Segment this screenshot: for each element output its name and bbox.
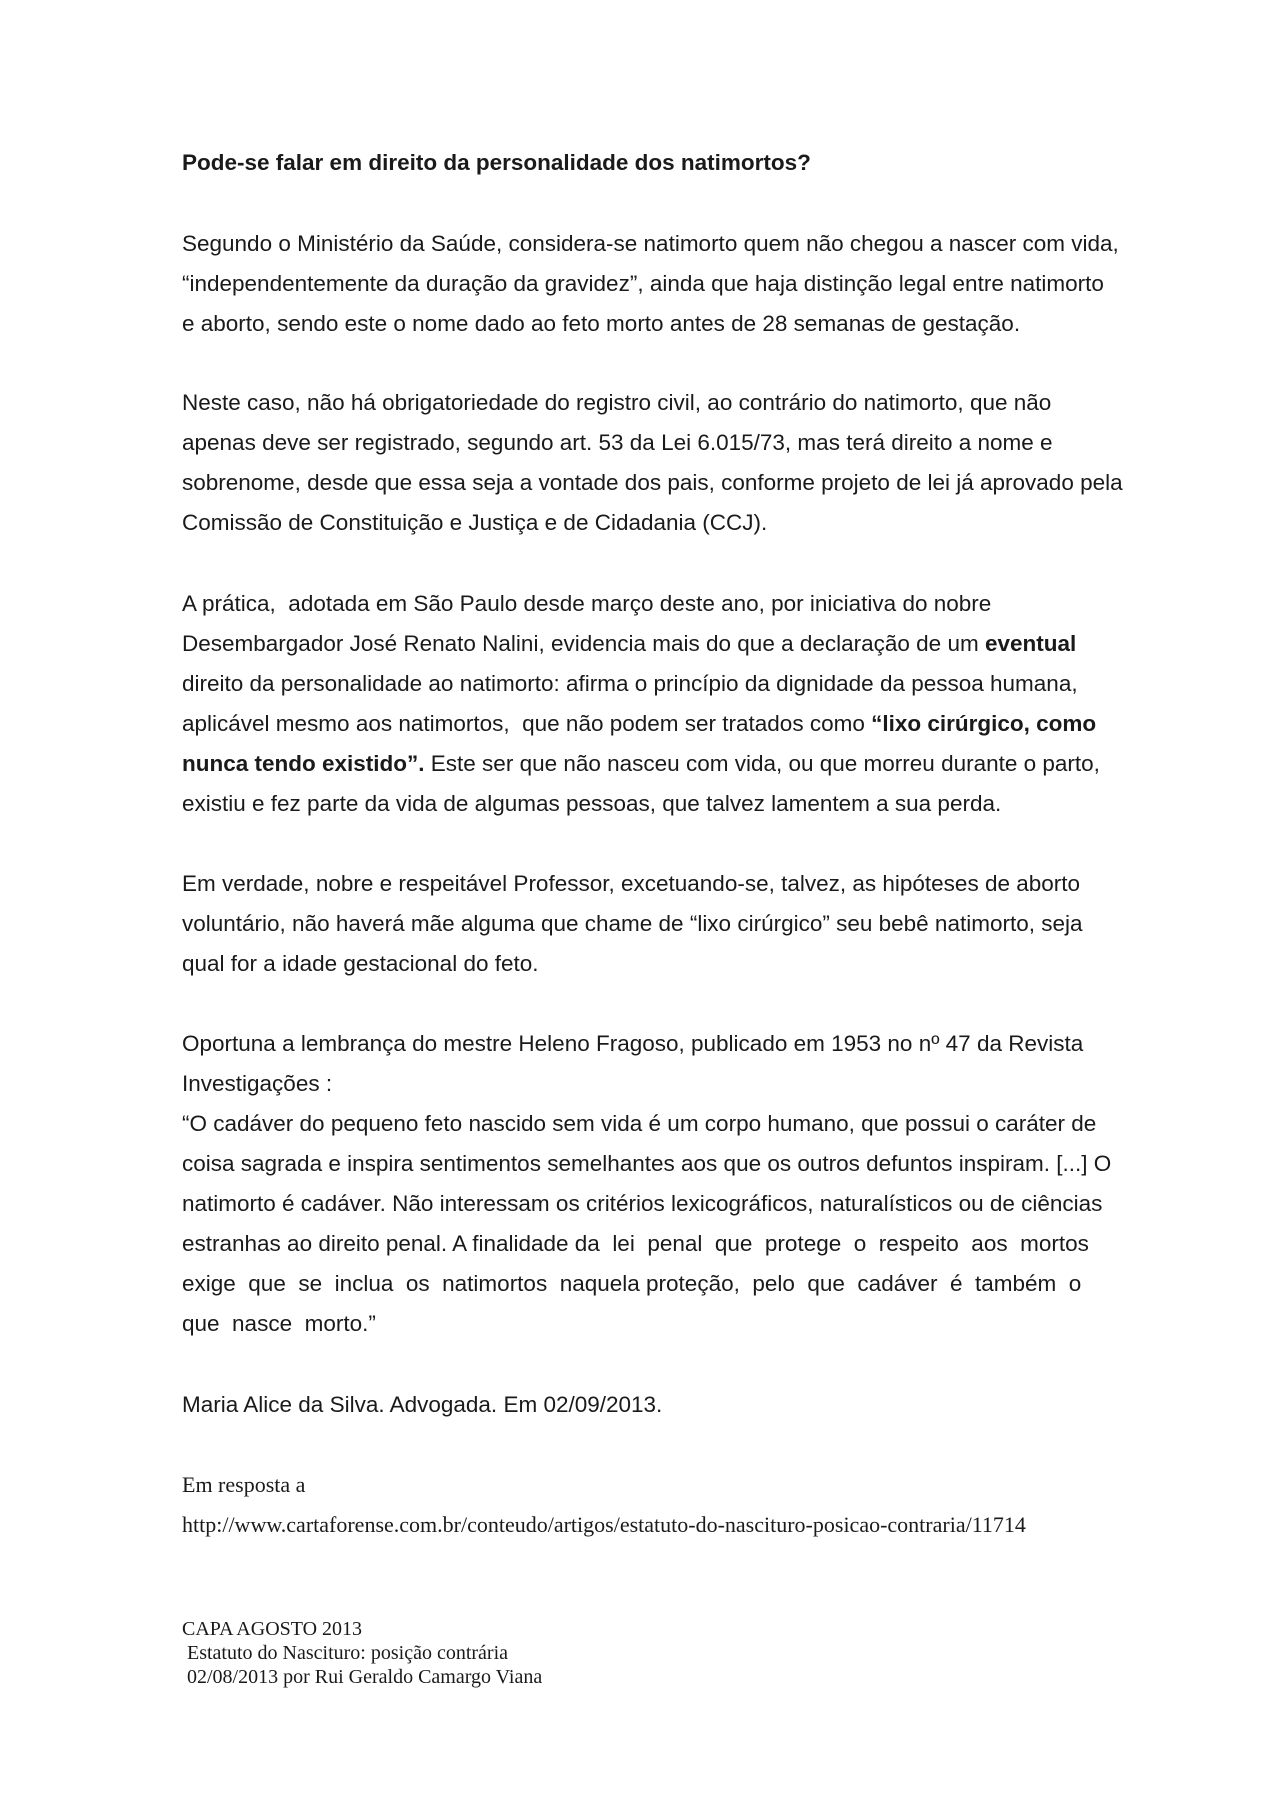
quote-line: exige que se inclua os natimortos naquela proteção, pelo que cadáver é também o [182, 1271, 1082, 1296]
paragraph-line: voluntário, não haverá mãe alguma que chame de “lixo cirúrgico” seu bebê natimorto, seja [182, 911, 1083, 936]
reply-url: http://www.cartaforense.com.br/conteudo/artigos/estatuto-do-nascituro-posicao-contraria/11714 [182, 1512, 1026, 1537]
emphasis-text: nunca tendo existido”. [182, 751, 425, 776]
quote-line: estranhas ao direito penal. A finalidade da lei penal que protege o respeito aos mortos [182, 1231, 1089, 1256]
quote-line: que nasce morto.” [182, 1311, 376, 1336]
paragraph-line: Segundo o Ministério da Saúde, considera-se natimorto quem não chegou a nascer com vida, [182, 231, 1119, 256]
quote-line: natimorto é cadáver. Não interessam os critérios lexicográficos, naturalísticos ou de ciências [182, 1191, 1103, 1216]
paragraph-line [182, 711, 1096, 737]
paragraph-line: Comissão de Constituição e Justiça e de Cidadania (CCJ). [182, 510, 768, 535]
paragraph-line: direito da personalidade ao natimorto: afirma o princípio da dignidade da pessoa humana, [182, 671, 1078, 696]
paragraph-line [182, 751, 1100, 777]
quote-line: “O cadáver do pequeno feto nascido sem vida é um corpo humano, que possui o caráter de [182, 1111, 1097, 1136]
paragraph-line: Oportuna a lembrança do mestre Heleno Fragoso, publicado em 1953 no nº 47 da Revista [182, 1031, 1084, 1056]
emphasis-text: “lixo cirúrgico, como [871, 711, 1097, 736]
paragraph-line: qual for a idade gestacional do feto. [182, 951, 539, 976]
document-title: Pode-se falar em direito da personalidade dos natimortos? [182, 150, 811, 175]
paragraph-line: “independentemente da duração da gravidez”, ainda que haja distinção legal entre natimorto [182, 271, 1104, 296]
footer-line: CAPA AGOSTO 2013 [182, 1618, 363, 1640]
paragraph-line [182, 631, 1076, 657]
footer-line: Estatuto do Nascituro: posição contrária [182, 1642, 509, 1664]
reply-label: Em resposta a [182, 1472, 306, 1497]
text-run: aplicável mesmo aos natimortos, que não podem ser tratados como [182, 711, 872, 736]
text-run: Este ser que não nasceu com vida, ou que morreu durante o parto, [424, 751, 1100, 776]
paragraph-line: A prática, adotada em São Paulo desde março deste ano, por iniciativa do nobre [182, 591, 992, 616]
emphasis-text: eventual [984, 631, 1077, 656]
quote-line: coisa sagrada e inspira sentimentos semelhantes aos que os outros defuntos inspiram. [...] O [182, 1151, 1112, 1176]
paragraph-line: apenas deve ser registrado, segundo art. 53 da Lei 6.015/73, mas terá direito a nome e [182, 430, 1053, 455]
paragraph-line: e aborto, sendo este o nome dado ao feto morto antes de 28 semanas de gestação. [182, 311, 1021, 336]
paragraph-line: Em verdade, nobre e respeitável Professor, excetuando-se, talvez, as hipóteses de aborto [182, 871, 1081, 896]
footer-line: 02/08/2013 por Rui Geraldo Camargo Viana [182, 1666, 543, 1688]
paragraph-line: Neste caso, não há obrigatoriedade do registro civil, ao contrário do natimorto, que não [182, 390, 1052, 415]
text-run: Desembargador José Renato Nalini, evidencia mais do que a declaração de um [182, 631, 985, 656]
paragraph-line: existiu e fez parte da vida de algumas pessoas, que talvez lamentem a sua perda. [182, 791, 1002, 816]
signature: Maria Alice da Silva. Advogada. Em 02/09/2013. [182, 1392, 663, 1417]
paragraph-line: sobrenome, desde que essa seja a vontade dos pais, conforme projeto de lei já aprovado pela [182, 470, 1123, 495]
paragraph-line: Investigações : [182, 1071, 333, 1096]
